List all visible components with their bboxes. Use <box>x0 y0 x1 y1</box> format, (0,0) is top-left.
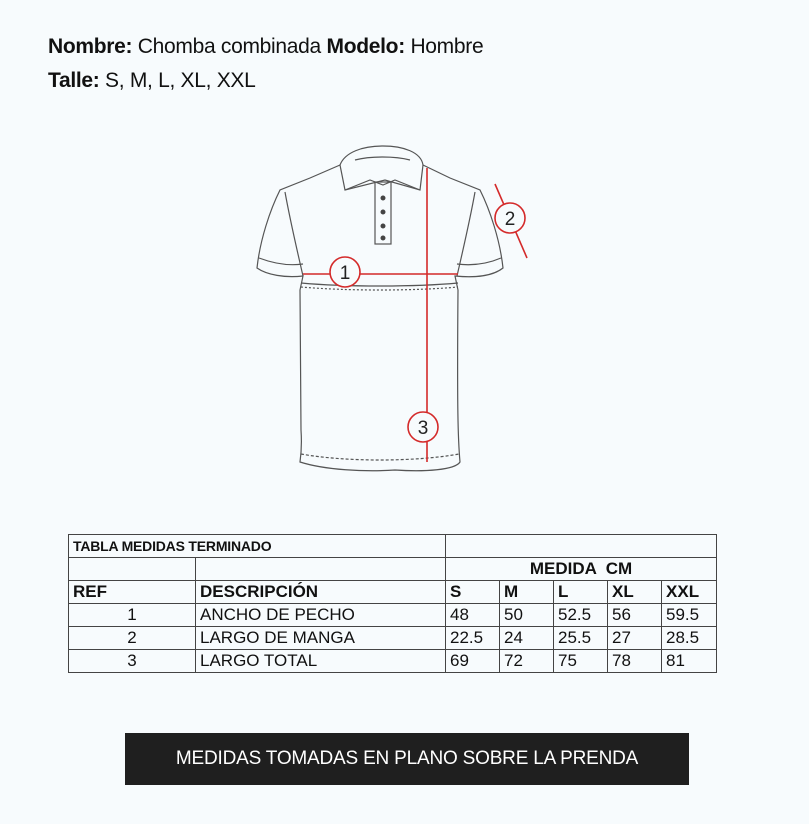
waist-seam <box>301 283 458 286</box>
row-value: 59.5 <box>662 604 717 627</box>
size-header-m: M <box>500 581 554 604</box>
row-value: 27 <box>608 627 662 650</box>
medida-label: MEDIDA CM <box>446 558 717 581</box>
talle-row <box>48 64 483 98</box>
marker-2 <box>495 203 525 233</box>
row-value: 52.5 <box>554 604 608 627</box>
row-value: 78 <box>608 650 662 673</box>
row-value: 48 <box>446 604 500 627</box>
armhole-right <box>457 192 475 276</box>
shirt-body-outline <box>257 165 503 471</box>
row-value: 50 <box>500 604 554 627</box>
table-row <box>69 650 717 673</box>
marker-2-label: 2 <box>504 209 516 230</box>
polo-shirt-svg <box>245 140 545 480</box>
talle-label: Talle: <box>48 69 100 92</box>
collar-outline <box>340 146 423 190</box>
table-title-row <box>69 535 717 558</box>
table-header-row <box>69 581 717 604</box>
placket-buttons <box>381 196 386 241</box>
size-header-s: S <box>446 581 500 604</box>
row-value: 24 <box>500 627 554 650</box>
row-value: 69 <box>446 650 500 673</box>
row-value: 72 <box>500 650 554 673</box>
size-header-xxl: XXL <box>662 581 717 604</box>
marker-1-label: 1 <box>339 263 351 284</box>
ref-header: REF <box>69 581 196 604</box>
row-value: 75 <box>554 650 608 673</box>
modelo-label: Modelo: <box>326 35 405 58</box>
desc-header: DESCRIPCIÓN <box>196 581 446 604</box>
sleeve-seam-right <box>457 258 501 265</box>
nombre-label: Nombre: <box>48 35 133 58</box>
talle-value: S, M, L, XL, XXL <box>105 69 256 92</box>
hem-line <box>301 454 459 460</box>
measurement-note-banner: MEDIDAS TOMADAS EN PLANO SOBRE LA PRENDA <box>125 733 689 785</box>
table-medida-row <box>69 558 717 581</box>
polo-shirt-diagram <box>245 140 545 480</box>
nombre-value: Chomba combinada <box>137 35 321 58</box>
row-value: 22.5 <box>446 627 500 650</box>
row-ref: 3 <box>69 650 196 673</box>
row-value: 25.5 <box>554 627 608 650</box>
row-desc: LARGO DE MANGA <box>196 627 446 650</box>
armhole-left <box>285 192 303 276</box>
marker-3-label: 3 <box>417 418 429 439</box>
table-row <box>69 604 717 627</box>
row-desc: LARGO TOTAL <box>196 650 446 673</box>
row-value: 28.5 <box>662 627 717 650</box>
row-value: 56 <box>608 604 662 627</box>
size-table <box>68 534 717 673</box>
product-header <box>48 30 483 98</box>
sleeve-seam-left <box>259 258 303 265</box>
marker-3 <box>408 412 438 442</box>
row-desc: ANCHO DE PECHO <box>196 604 446 627</box>
marker-1 <box>330 257 360 287</box>
size-header-xl: XL <box>608 581 662 604</box>
row-ref: 2 <box>69 627 196 650</box>
table-title: TABLA MEDIDAS TERMINADO <box>69 535 446 558</box>
row-value: 81 <box>662 650 717 673</box>
modelo-value: Hombre <box>410 35 484 58</box>
row-ref: 1 <box>69 604 196 627</box>
table-row <box>69 627 717 650</box>
size-header-l: L <box>554 581 608 604</box>
nombre-row <box>48 30 483 64</box>
